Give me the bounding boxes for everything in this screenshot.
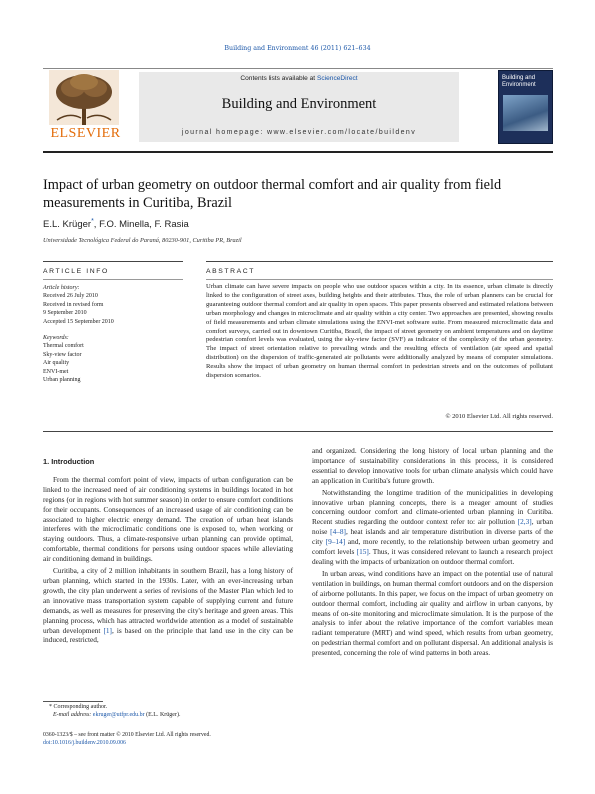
article-info-rule bbox=[43, 261, 183, 262]
journal-reference[interactable]: Building and Environment 46 (2011) 621–634 bbox=[224, 45, 371, 52]
other-authors: , F.O. Minella, F. Rasia bbox=[93, 219, 189, 231]
abstract-heading: ABSTRACT bbox=[206, 268, 256, 275]
paragraph: From the thermal comfort point of view, impacts of urban configuration can be linked to the increased need of air conditioning systems in buildings located in hot regions (or in regions with hot summer season) in order to ensure comfort conditions for their occupants. Consequences of an increased usage of air conditioning can be associated to higher electric energy demand. The creation of urban heat islands interferes with the microclimatic conditions one is exposed to, when working or staying outdoors. Thus, a climate-responsive urban planning can provide optimal, comfortable, thermal conditions for persons using outdoor spaces while alleviating air conditioning demand in buildings. bbox=[43, 474, 293, 564]
affiliation: Universidade Tecnológica Federal do Paraná, 80230-901, Curitiba PR, Brazil bbox=[43, 237, 242, 244]
history-item: Accepted 15 September 2010 bbox=[43, 318, 114, 325]
email-suffix: (E.L. Krüger). bbox=[144, 712, 181, 719]
email-line bbox=[43, 711, 293, 719]
citation-link[interactable]: [4–8] bbox=[330, 527, 346, 537]
cover-image bbox=[503, 95, 548, 131]
article-info-subrule bbox=[43, 279, 183, 280]
paragraph-text: Notwithstanding the longtime tradition of the municipalities in developing innovative urban planning concepts, there is a meager amount of studies concerning outdoor comfort and climate-oriented urban planning in Curitiba. Recent studies regarding the outdoor context refer to: air pollution bbox=[312, 487, 553, 527]
history-item: 9 September 2010 bbox=[43, 310, 87, 317]
cover-title bbox=[502, 75, 536, 88]
citation-link[interactable]: [15] bbox=[356, 547, 369, 557]
section-title-introduction: 1. Introduction bbox=[43, 457, 95, 466]
doi-link[interactable]: doi:10.1016/j.buildenv.2010.09.006 bbox=[43, 740, 126, 746]
history-item: Received in revised form bbox=[43, 301, 104, 308]
paragraph bbox=[312, 488, 553, 567]
journal-homepage[interactable]: journal homepage: www.elsevier.com/locate/buildenv bbox=[181, 129, 417, 136]
abstract-copyright: © 2010 Elsevier Ltd. All rights reserved. bbox=[445, 413, 553, 420]
abstract-bottom-rule bbox=[43, 431, 553, 432]
article-info bbox=[43, 284, 183, 384]
journal-cover-thumbnail[interactable] bbox=[498, 70, 553, 144]
keywords-label: Keywords: bbox=[43, 335, 69, 342]
paragraph-text: , urban noise bbox=[312, 517, 554, 537]
contents-line bbox=[139, 75, 459, 82]
citation-link[interactable]: [1] bbox=[103, 625, 112, 635]
contents-prefix: Contents lists available at bbox=[240, 75, 317, 82]
elsevier-tree-icon bbox=[49, 70, 119, 125]
paragraph: and organized. Considering the long history of local urban planning and the importance of sustainability considerations in this process, it is considered essential to develop innovative tools for urban climate analysis which could have an application in Curitiba's future growth. bbox=[312, 446, 553, 485]
right-column bbox=[312, 446, 553, 658]
keyword: Urban planning bbox=[43, 377, 81, 384]
paragraph: In urban areas, wind conditions have an impact on the potential use of natural ventilation in buildings, on human thermal comfort outdoors and on the dispersion of airborne pollutants. In this paper, we focus on the impact of urban geometry on outdoor thermal comfort, including air quality and airflow in urban canyons, by means of on-site monitoring and microclimate simulation. It is the purpose of the analysis to infer about the relative importance of the comfort variables mean radiant temperature (MRT) and wind speed, which results from urban geometry, on pedestrian thermal comfort and on pollutant dispersal. An additional analysis is presented, concerning the role of wind patterns in both areas. bbox=[312, 568, 553, 658]
keyword: Air quality bbox=[43, 360, 70, 367]
masthead-top-rule bbox=[43, 68, 553, 69]
author-1[interactable]: E.L. Krüger bbox=[43, 219, 92, 231]
sciencedirect-link[interactable]: ScienceDirect bbox=[316, 75, 358, 82]
paragraph bbox=[43, 566, 293, 645]
article-title: Impact of urban geometry on outdoor thermal comfort and air quality from field measurements in Curitiba, Brazil bbox=[43, 177, 502, 211]
masthead-bottom-rule bbox=[43, 151, 553, 153]
abstract-rule bbox=[206, 261, 553, 262]
citation-link[interactable]: [2,3] bbox=[517, 517, 532, 527]
corresponding-author-note: * Corresponding author. bbox=[49, 704, 108, 710]
paragraph-text: , heat islands and air temperature distribution in diverse parts of the city bbox=[312, 527, 553, 547]
elsevier-logo[interactable] bbox=[43, 70, 128, 142]
cover-title-line1: Building and bbox=[502, 75, 536, 81]
journal-masthead bbox=[43, 68, 553, 146]
keyword: Thermal comfort bbox=[43, 343, 84, 350]
spacer bbox=[43, 326, 183, 334]
email-link[interactable]: ekruger@utfpr.edu.br bbox=[92, 712, 145, 719]
history-label: Article history: bbox=[43, 285, 80, 291]
footnote-rule bbox=[43, 701, 103, 702]
paragraph-text: Curitiba, a city of 2 million inhabitants in southern Brazil, has a long history of urban planning, which started in the 1930s. Later, with an ever-increasing urban growth, the city plan underwent a series of revisions of the Master Plan which led to an innovative mass transportation system capable of supplying current and future demands, as well as measures for preserving the city's heritage and green areas. This planning process, which has attracted worldwide attention as a model of sustainable urban development bbox=[43, 566, 293, 635]
keyword: ENVI-met bbox=[43, 368, 69, 375]
email-label: E-mail address: bbox=[53, 712, 93, 719]
article-info-heading: ARTICLE INFO bbox=[43, 268, 109, 275]
footnote bbox=[43, 703, 293, 720]
left-column bbox=[43, 457, 293, 645]
history-item: Received 26 July 2010 bbox=[43, 293, 98, 300]
author-list bbox=[43, 218, 189, 230]
corresponding-author-mark[interactable]: * bbox=[91, 218, 94, 225]
cover-title-line2: Environment bbox=[502, 81, 536, 88]
front-matter bbox=[43, 731, 343, 747]
keyword: Sky-view factor bbox=[43, 351, 82, 358]
issn-line: 0360-1323/$ – see front matter © 2010 Elsevier Ltd. All rights reserved. bbox=[43, 732, 211, 738]
abstract-text: Urban climate can have severe impacts on people who use outdoor spaces within a city. In its essence, urban climate is directly linked to the configuration of street axes, building heights and their attributes. Thus, the role of urban planners can be crucial for guaranteeing outdoor thermal comfort and air quality in open spaces. This paper presents observed and estimated relations between urban morphology and changes in microclimate and air quality within a city center. Two approaches are presented, showing results of field measurements and urban climate simulations using the ENVI-met software suite. From measured microclimatic data and comfort surveys, carried out in downtown Curitiba, Brazil, the impact of street geometry on ambient temperatures and on daytime pedestrian comfort levels was evaluated, using the sky-view factor (SVF) as indicator of the complexity of the urban geometry. The impact of street orientation relative to prevailing winds and the resulting effects of ventilation (air speed and spatial distribution) on the dispersion of traffic-generated air pollutants were additionally analyzed by means of computer simulations. Results show the impact of urban geometry on human thermal comfort in pedestrian streets and on the outcomes of pollutant dispersion scenarios. bbox=[206, 283, 553, 380]
journal-name: Building and Environment bbox=[221, 96, 377, 112]
journal-title-block bbox=[139, 72, 459, 142]
elsevier-wordmark: ELSEVIER bbox=[50, 126, 121, 141]
paragraph-text: . Thus, it was considered relevant to launch a research project dealing with the impacts of urbanization on outdoor thermal comfort. bbox=[312, 547, 553, 566]
paragraph-text: , is based on the principle that land use in the city can be induced, restricted, bbox=[43, 625, 293, 645]
paragraph-text: and, more recently, to the relationship between urban geometry and comfort levels bbox=[312, 537, 553, 557]
abstract-subrule bbox=[206, 279, 553, 280]
citation-link[interactable]: [9–14] bbox=[325, 537, 346, 547]
